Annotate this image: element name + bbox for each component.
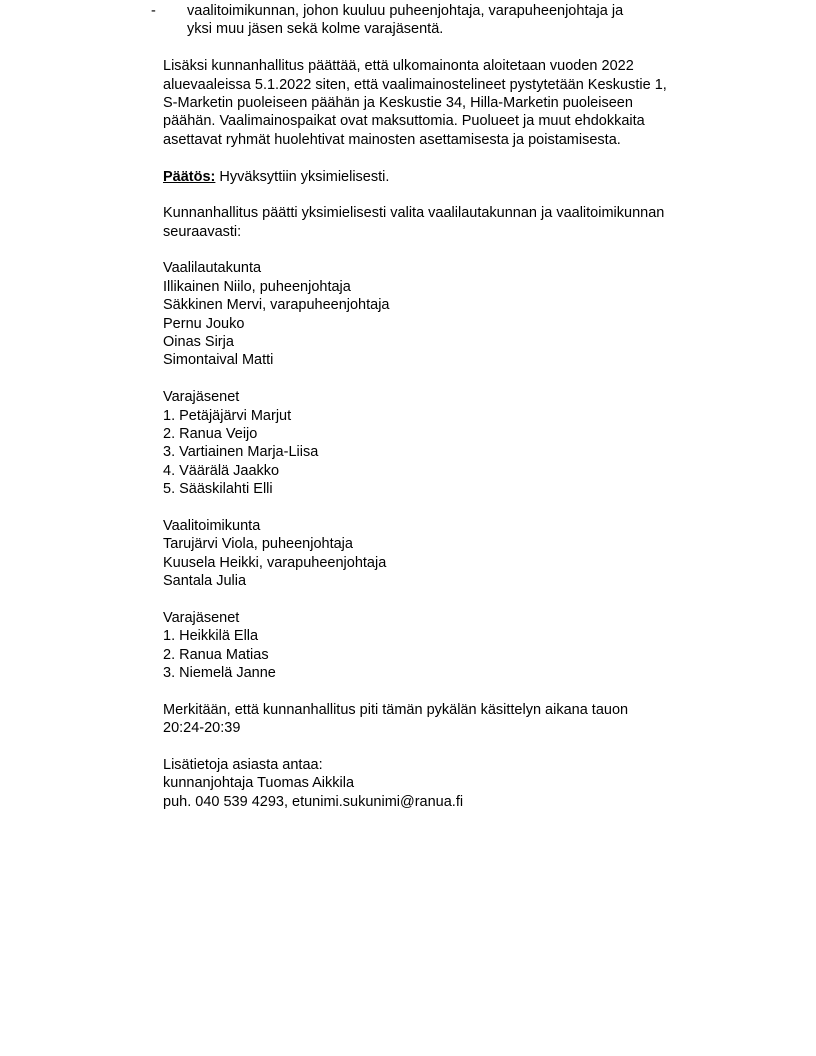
paragraph-line: Merkitään, että kunnanhallitus piti tämän pykälän käsittelyn aikana tauon (163, 701, 629, 718)
member-line: Oinas Sirja (163, 334, 234, 351)
blank-line (163, 186, 716, 204)
contact-info-line: Lisätietoja asiasta antaa: (163, 757, 323, 774)
list-bullet-marker: - (151, 3, 156, 19)
blank-line (163, 149, 716, 167)
section-title-board-deputies: Varajäsenet (163, 389, 240, 406)
member-line: Kuusela Heikki, varapuheenjohtaja (163, 554, 387, 571)
paragraph-line: seuraavasti: (163, 223, 242, 240)
paragraph-line: päähän. Vaalimainospaikat ovat maksuttomia. Puolueet ja muut ehdokkaita (163, 113, 645, 130)
paragraph-line: 20:24-20:39 (163, 720, 241, 737)
section-title-committee-deputies: Varajäsenet (163, 609, 240, 626)
paragraph-line: Lisäksi kunnanhallitus päättää, että ulkomainonta aloitetaan vuoden 2022 (163, 58, 634, 75)
decision-text: Hyväksyttiin yksimielisesti. (219, 168, 390, 185)
member-line: 2. Ranua Veijo (163, 425, 258, 442)
member-line: Pernu Jouko (163, 315, 245, 332)
contact-info-line: puh. 040 539 4293, etunimi.sukunimi@ranua.fi (163, 793, 464, 810)
paragraph-line: S-Marketin puoleiseen päähän ja Keskustie 34, Hilla-Marketin puoleiseen (163, 94, 633, 111)
member-line: Illikainen Niilo, puheenjohtaja (163, 278, 351, 295)
member-line: 3. Vartiainen Marja-Liisa (163, 444, 319, 461)
member-line: Tarujärvi Viola, puheenjohtaja (163, 536, 353, 553)
member-line: 2. Ranua Matias (163, 646, 269, 663)
paragraph-line: Kunnanhallitus päätti yksimielisesti valita vaalilautakunnan ja vaalitoimikunnan (163, 205, 665, 222)
blank-line (163, 499, 716, 517)
section-title-electoral-committee: Vaalitoimikunta (163, 517, 261, 534)
member-line: 5. Sääskilahti Elli (163, 481, 273, 498)
member-line: 4. Väärälä Jaakko (163, 462, 280, 479)
blank-line (163, 682, 716, 700)
section-title-electoral-board: Vaalilautakunta (163, 260, 262, 277)
paragraph-line: aluevaaleissa 5.1.2022 siten, että vaalimainostelineet pystytetään Keskustie 1, (163, 76, 667, 93)
member-line: Santala Julia (163, 573, 247, 590)
decision-label: Päätös: (163, 168, 216, 185)
list-item-text: vaalitoimikunnan, johon kuuluu puheenjohtaja, varapuheenjohtaja ja (187, 3, 624, 19)
member-line: 1. Petäjäjärvi Marjut (163, 407, 292, 424)
member-line: Simontaival Matti (163, 352, 274, 369)
member-line: 3. Niemelä Janne (163, 665, 276, 682)
decision-line (163, 168, 716, 186)
blank-line (163, 591, 716, 609)
blank-line (163, 241, 716, 259)
contact-info-line: kunnanjohtaja Tuomas Aikkila (163, 775, 355, 792)
member-line: 1. Heikkilä Ella (163, 628, 259, 645)
blank-line (163, 738, 716, 756)
blank-line (163, 370, 716, 388)
blank-line (163, 39, 716, 57)
paragraph-line: asettavat ryhmät huolehtivat mainosten asettamisesta ja poistamisesta. (163, 131, 621, 148)
list-item (151, 2, 716, 20)
member-line: Säkkinen Mervi, varapuheenjohtaja (163, 297, 390, 314)
list-item-continuation: yksi muu jäsen sekä kolme varajäsentä. (187, 21, 444, 38)
